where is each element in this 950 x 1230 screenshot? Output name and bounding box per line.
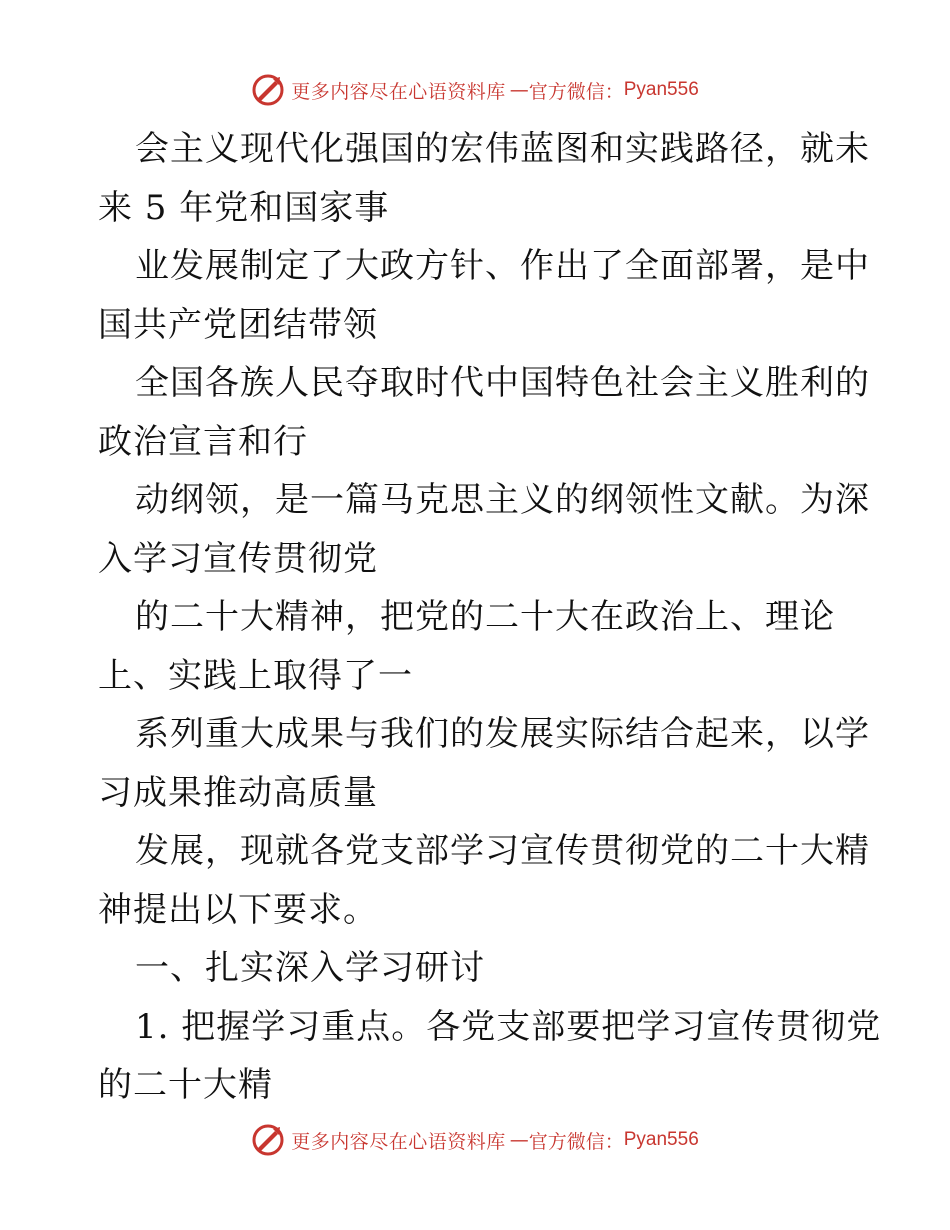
paragraph-line: 入学习宣传贯彻党	[98, 538, 378, 579]
paragraph-line: 的二十大精神，把党的二十大在政治上、理论	[135, 597, 835, 637]
paragraph-line: 动纲领，是一篇马克思主义的纲领性文献。为深	[135, 480, 870, 520]
quill-circle-icon	[251, 1123, 285, 1157]
paragraph-line: 1. 把握学习重点。各党支部要把学习宣传贯彻党	[135, 1006, 882, 1047]
banner-separator: —	[509, 1129, 529, 1151]
document-body	[98, 120, 882, 1115]
banner-separator: —	[509, 79, 529, 101]
quill-circle-icon	[251, 73, 285, 107]
paragraph-line: 的二十大精	[98, 1065, 273, 1105]
paragraph-line: 业发展制定了大政方针、作出了全面部署，是中	[135, 246, 870, 286]
paragraph-line: 来 5 年党和国家事	[98, 187, 390, 228]
banner-wechat-id: Pyan556	[623, 1129, 699, 1150]
banner-site-text: 更多内容尽在心语资料库	[291, 1130, 506, 1153]
banner-wechat-id: Pyan556	[623, 79, 699, 100]
banner-site-text: 更多内容尽在心语资料库	[291, 80, 506, 103]
paragraph-line: 发展，现就各党支部学习宣传贯彻党的二十大精	[135, 831, 870, 871]
footer-banner	[0, 1120, 950, 1160]
paragraph-line: 习成果推动高质量	[98, 772, 378, 813]
paragraph-line: 系列重大成果与我们的发展实际结合起来，以学	[135, 714, 870, 754]
banner-wechat-label: 官方微信：	[528, 80, 624, 103]
header-banner	[0, 70, 950, 110]
section-heading: 一、扎实深入学习研讨	[135, 948, 485, 988]
paragraph-line: 神提出以下要求。	[98, 889, 378, 930]
banner-wechat-label: 官方微信：	[528, 1130, 624, 1153]
paragraph-line: 国共产党团结带领	[98, 304, 378, 345]
paragraph-line: 上、实践上取得了一	[98, 655, 413, 696]
paragraph-line: 政治宣言和行	[98, 421, 308, 462]
paragraph-line: 全国各族人民夺取时代中国特色社会主义胜利的	[135, 363, 870, 403]
paragraph-line: 会主义现代化强国的宏伟蓝图和实践路径，就未	[135, 129, 870, 169]
